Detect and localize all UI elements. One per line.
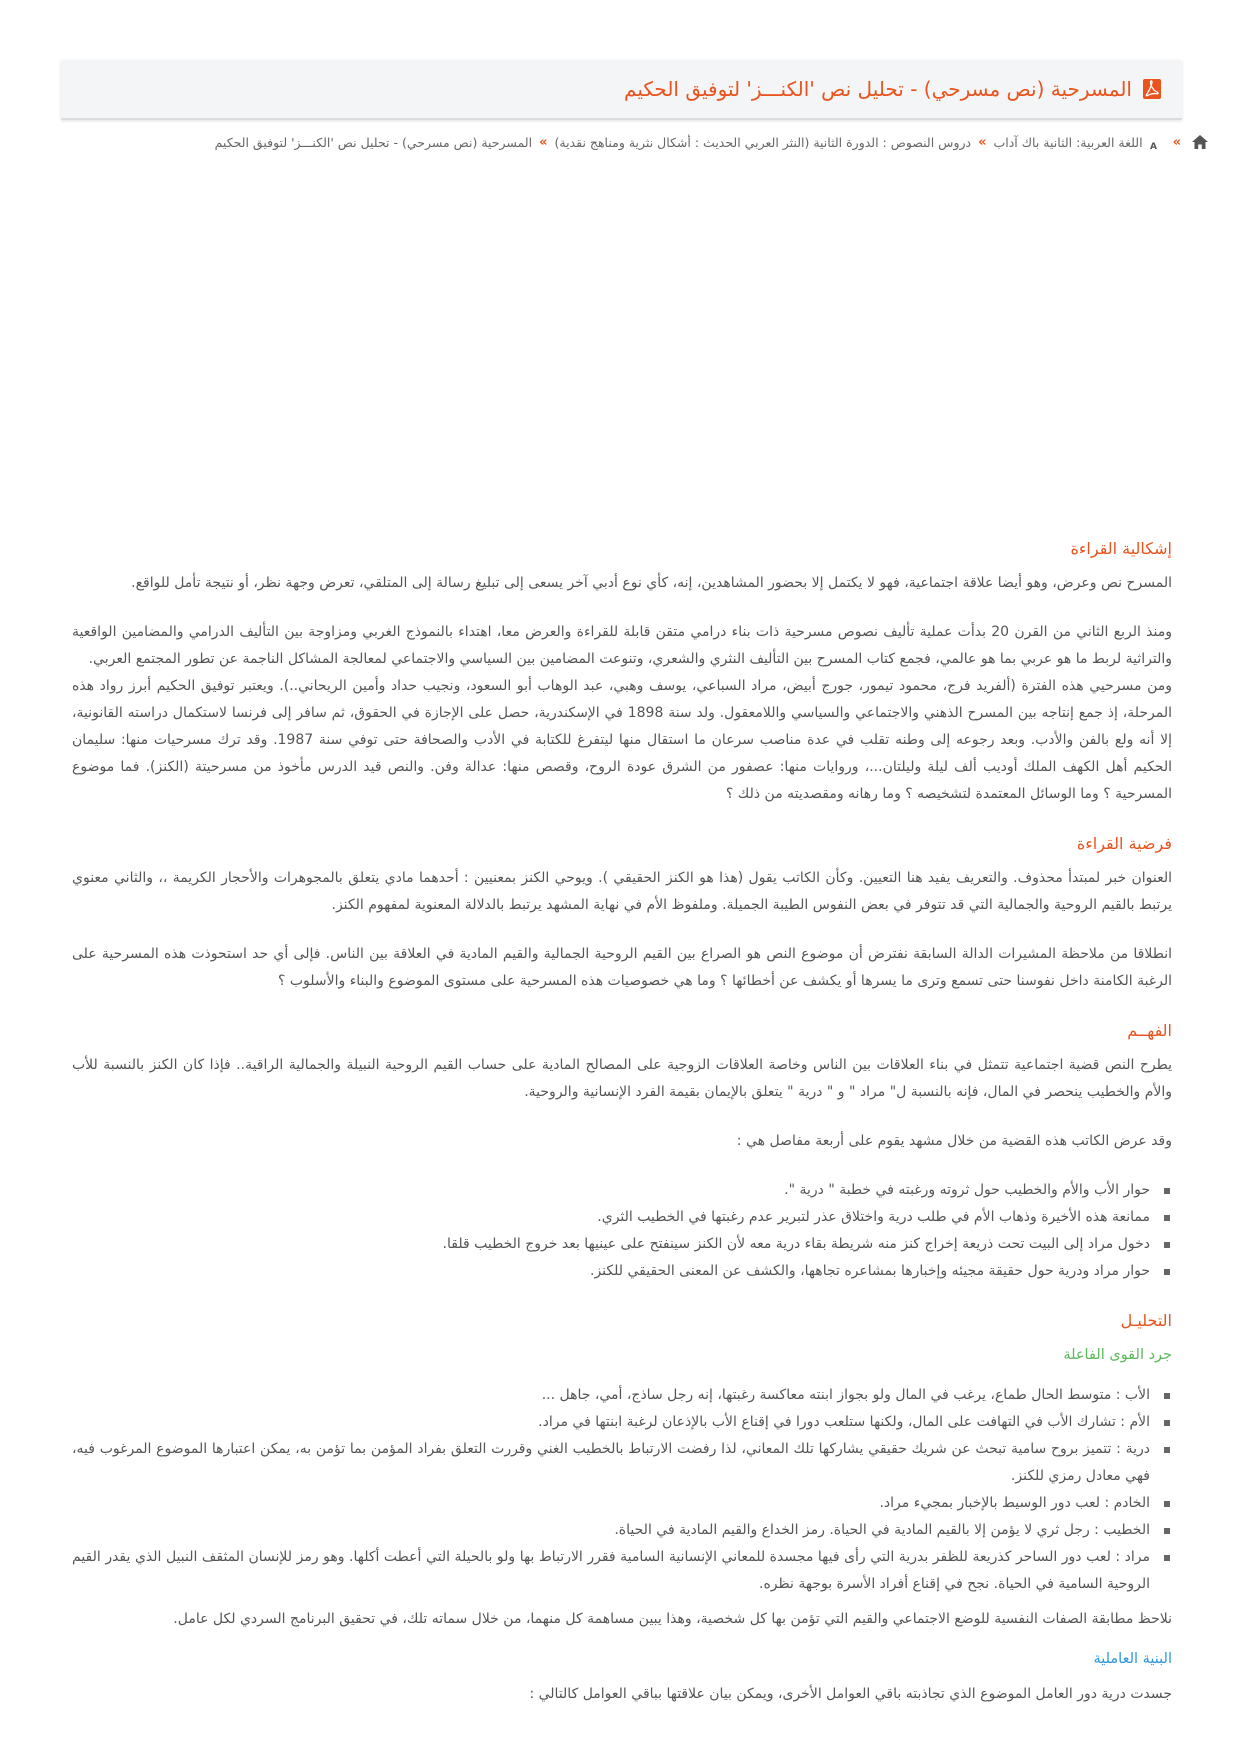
breadcrumb [215,134,1208,150]
subheading-actantial-structure: البنية العاملية [1093,1651,1172,1667]
list-item: الخادم : لعب دور الوسيط بالإخبار بمجيء مراد. [72,1490,1150,1517]
breadcrumb-item-current: المسرحية (نص مسرحي) - تحليل نص 'الكنـــز' لتوفيق الحكيم [214,134,533,150]
home-icon[interactable] [1192,135,1208,149]
list-item: دخول مراد إلى البيت تحت ذريعة إخراج كنز منه شريطة بقاء درية معه لأن الكنز سينفتح على عينيها بعد خروج الخطيب قلقا. [72,1231,1150,1258]
paragraph: انطلاقا من ملاحظة المشيرات الدالة السابقة نفترض أن موضوع النص هو الصراع بين القيم الروحية الجمالية والقيم المادية في العلاقة بين الناس. فإلى أي حد استحوذت هذه المسرحية على الرغبة الكامنة داخل نفوسنا حتى تسمع وترى ما يسرها أو يكشف عن أخطائها ؟ وما هي خصوصيات هذه المسرحية على مستوى الموضوع والبناء والأسلوب ؟ [72,946,1172,989]
breadcrumb-item-unit[interactable]: دروس النصوص : الدورة الثانية (النثر العربي الحديث : أشكال نثرية ومناهج نقدية) [554,134,972,150]
pdf-icon[interactable] [1142,78,1162,100]
list-item: حوار مراد ودرية حول حقيقة مجيئه وإخبارها بمشاعره تجاهها، والكشف عن المعنى الحقيقي للكنز. [72,1258,1150,1285]
section-heading-analysis: التحليـل [1120,1311,1172,1330]
list-item: حوار الأب والأم والخطيب حول ثروته ورغبته في خطبة " درية ". [72,1177,1150,1204]
list-item: درية : تتميز بروح سامية تبحث عن شريك حقيقي يشاركها تلك المعاني، لذا رفضت الارتباط بالخطيب الغني وقررت التعلق بفراد المؤمن بما تؤمن به، يمكن اعتبارها الموضوع المرغوب فيه، فهي معادل رمزي للكنز. [72,1436,1150,1490]
article-content [72,535,1172,1708]
subheading-actors: جرد القوى الفاعلة [1063,1347,1172,1363]
breadcrumb-separator: » [978,134,987,150]
list-item: الأب : متوسط الحال طماع، يرغب في المال ولو بجواز ابنته معاكسة رغبتها، إنه رجل ساذج، أمي، جاهل ... [72,1382,1150,1409]
list-item: مراد : لعب دور الساحر كذريعة للظفر بدرية التي رأى فيها مجسدة للمعاني الإنسانية السامية فقرر الارتباط بها ولو بالحيلة التي أعطت أكلها. وهو رمز للإنسان المثقف النبيل الذي يقدر القيم الروحية السامية في الحياة. نجح في إقناع أفراد الأسرة بوجهة نظره. [72,1544,1150,1598]
list-item: ممانعة هذه الأخيرة وذهاب الأم في طلب درية واختلاق عذر لتبرير عدم رغبتها في الخطيب الثري. [72,1204,1150,1231]
paragraph: جسدت درية دور العامل الموضوع الذي تجاذبته باقي العوامل الأخرى، ويمكن بيان علاقتها بباقي العوامل كالتالي : [529,1686,1172,1702]
section-heading-problem: إشكالية القراءة [1070,539,1172,558]
paragraph: يطرح النص قضية اجتماعية تتمثل في بناء العلاقات بين الناس وخاصة العلاقات الزوجية على المصالح المادية على حساب القيم الروحية النبيلة والجمالية الراقية.. فإذا كان الكنز بالنسبة للأب والأم والخطيب ينحصر في المال، فإنه بالنسبة ل" مراد " و " درية " يتعلق بالإيمان بقيمة الفرد الإنسانية والروحية. [72,1057,1172,1100]
section-heading-hypothesis: فرضية القراءة [1076,834,1172,853]
breadcrumb-item-course[interactable]: اللغة العربية: الثانية باك آداب [993,134,1143,150]
paragraph: ومن مسرحيي هذه الفترة (ألفريد فرج، محمود تيمور، جورج أبيض، مراد السباعي، يوسف وهبي، عبد الوهاب أبو السعود، ونجيب حداد وأمين الريحاني..). ويعتبر توفيق الحكيم أبرز رواد هذه المرحلة، إذ جمع إنتاجه بين المسرح الذهني والاجتماعي والسياسي واللامعقول. ولد سنة 1898 في الإسكندرية، حصل على الإجازة في الحقوق، ثم سافر إلى فرنسا لاستكمال دراسته القانونية، إلا أنه ولع بالفن والأدب. وبعد رجوعه إلى وطنه تقلب في عدة مناصب سرعان ما استقال منها ليتفرغ للكتابة في الأدب والصحافة حتى توفي سنة 1987. وقد ترك مسرحيات منها: سليمان الحكيم أهل الكهف الملك أوديب ألف ليلة وليلتان...، وروايات منها: عصفور من الشرق عودة الروح، وقصص منها: عدالة وفن. والنص قيد الدرس مأخوذ من مسرحيتة (الكنز). فما موضوع المسرحية ؟ وما الوسائل المعتمدة لتشخيصه ؟ وما رهانه ومقصديته من ذلك ؟ [72,678,1172,802]
paragraph: المسرح نص وعرض، وهو أيضا علاقة اجتماعية، فهو لا يكتمل إلا بحضور المشاهدين، إنه، كأي نوع أدبي آخر يسعى إلى تبليغ رسالة إلى المتلقي، تعرض وجهة نظر، أو نتيجة تأمل للواقع. [131,575,1172,591]
list-item: الأم : تشارك الأب في التهافت على المال، ولكنها ستلعب دورا في إقناع الأب بالإذعان لرغبة ابنتها في مراد. [72,1409,1150,1436]
list-item: الخطيب : رجل ثري لا يؤمن إلا بالقيم المادية في الحياة. رمز الخداع والقيم المادية في الحياة. [72,1517,1150,1544]
paragraph: نلاحظ مطابقة الصفات النفسية للوضع الاجتماعي والقيم التي تؤمن بها كل شخصية، وهذا يبين مساهمة كل منهما، من خلال سماته تلك، في تحقيق البرنامج السردي لكل عامل. [173,1611,1172,1627]
paragraph: العنوان خبر لمبتدأ محذوف. والتعريف يفيد هنا التعيين. وكأن الكاتب يقول (هذا هو الكنز الحقيقي ). ويوحي الكنز بمعنيين : أحدهما مادي يتعلق بالمجوهرات والأحجار الكريمة ،، والثاني معنوي يرتبط بالقيم الروحية والجمالية التي قد تتوفر في بعض النفوس الطيبة الجميلة. وملفوظ الأم في نهاية المشهد يرتبط بالدلالة المعنوية لمفهوم الكنز. [72,870,1172,913]
breadcrumb-separator: » [1172,134,1181,150]
paragraph: ومنذ الربع الثاني من القرن 20 بدأت عملية تأليف نصوص مسرحية ذات بناء درامي متقن قابلة للقراءة والعرض معا، اهتداء بالنموذج الغربي ومزاوجة بين التأليف الدرامي والمضامين الواقعية والتراثية لربط ما هو عربي بما هو عالمي، فجمع كتاب المسرح بين التأليف النثري والشعري، وتنوعت المضامين بين السياسي والاجتماعي لمعالجة المشاكل الناجمة عن تطور المجتمع العربي. [72,624,1172,667]
translate-icon [1148,134,1166,150]
understanding-list [72,1177,1172,1285]
paragraph: وقد عرض الكاتب هذه القضية من خلال مشهد يقوم على أربعة مفاصل هي : [736,1133,1172,1149]
section-heading-understanding: الفهــم [1127,1021,1172,1040]
page-title: المسرحية (نص مسرحي) - تحليل نص 'الكنـــز' لتوفيق الحكيم [624,77,1132,101]
actors-list [72,1382,1172,1598]
breadcrumb-separator: » [539,134,548,150]
svg-text:A: A [1149,142,1157,150]
title-bar [61,60,1182,120]
